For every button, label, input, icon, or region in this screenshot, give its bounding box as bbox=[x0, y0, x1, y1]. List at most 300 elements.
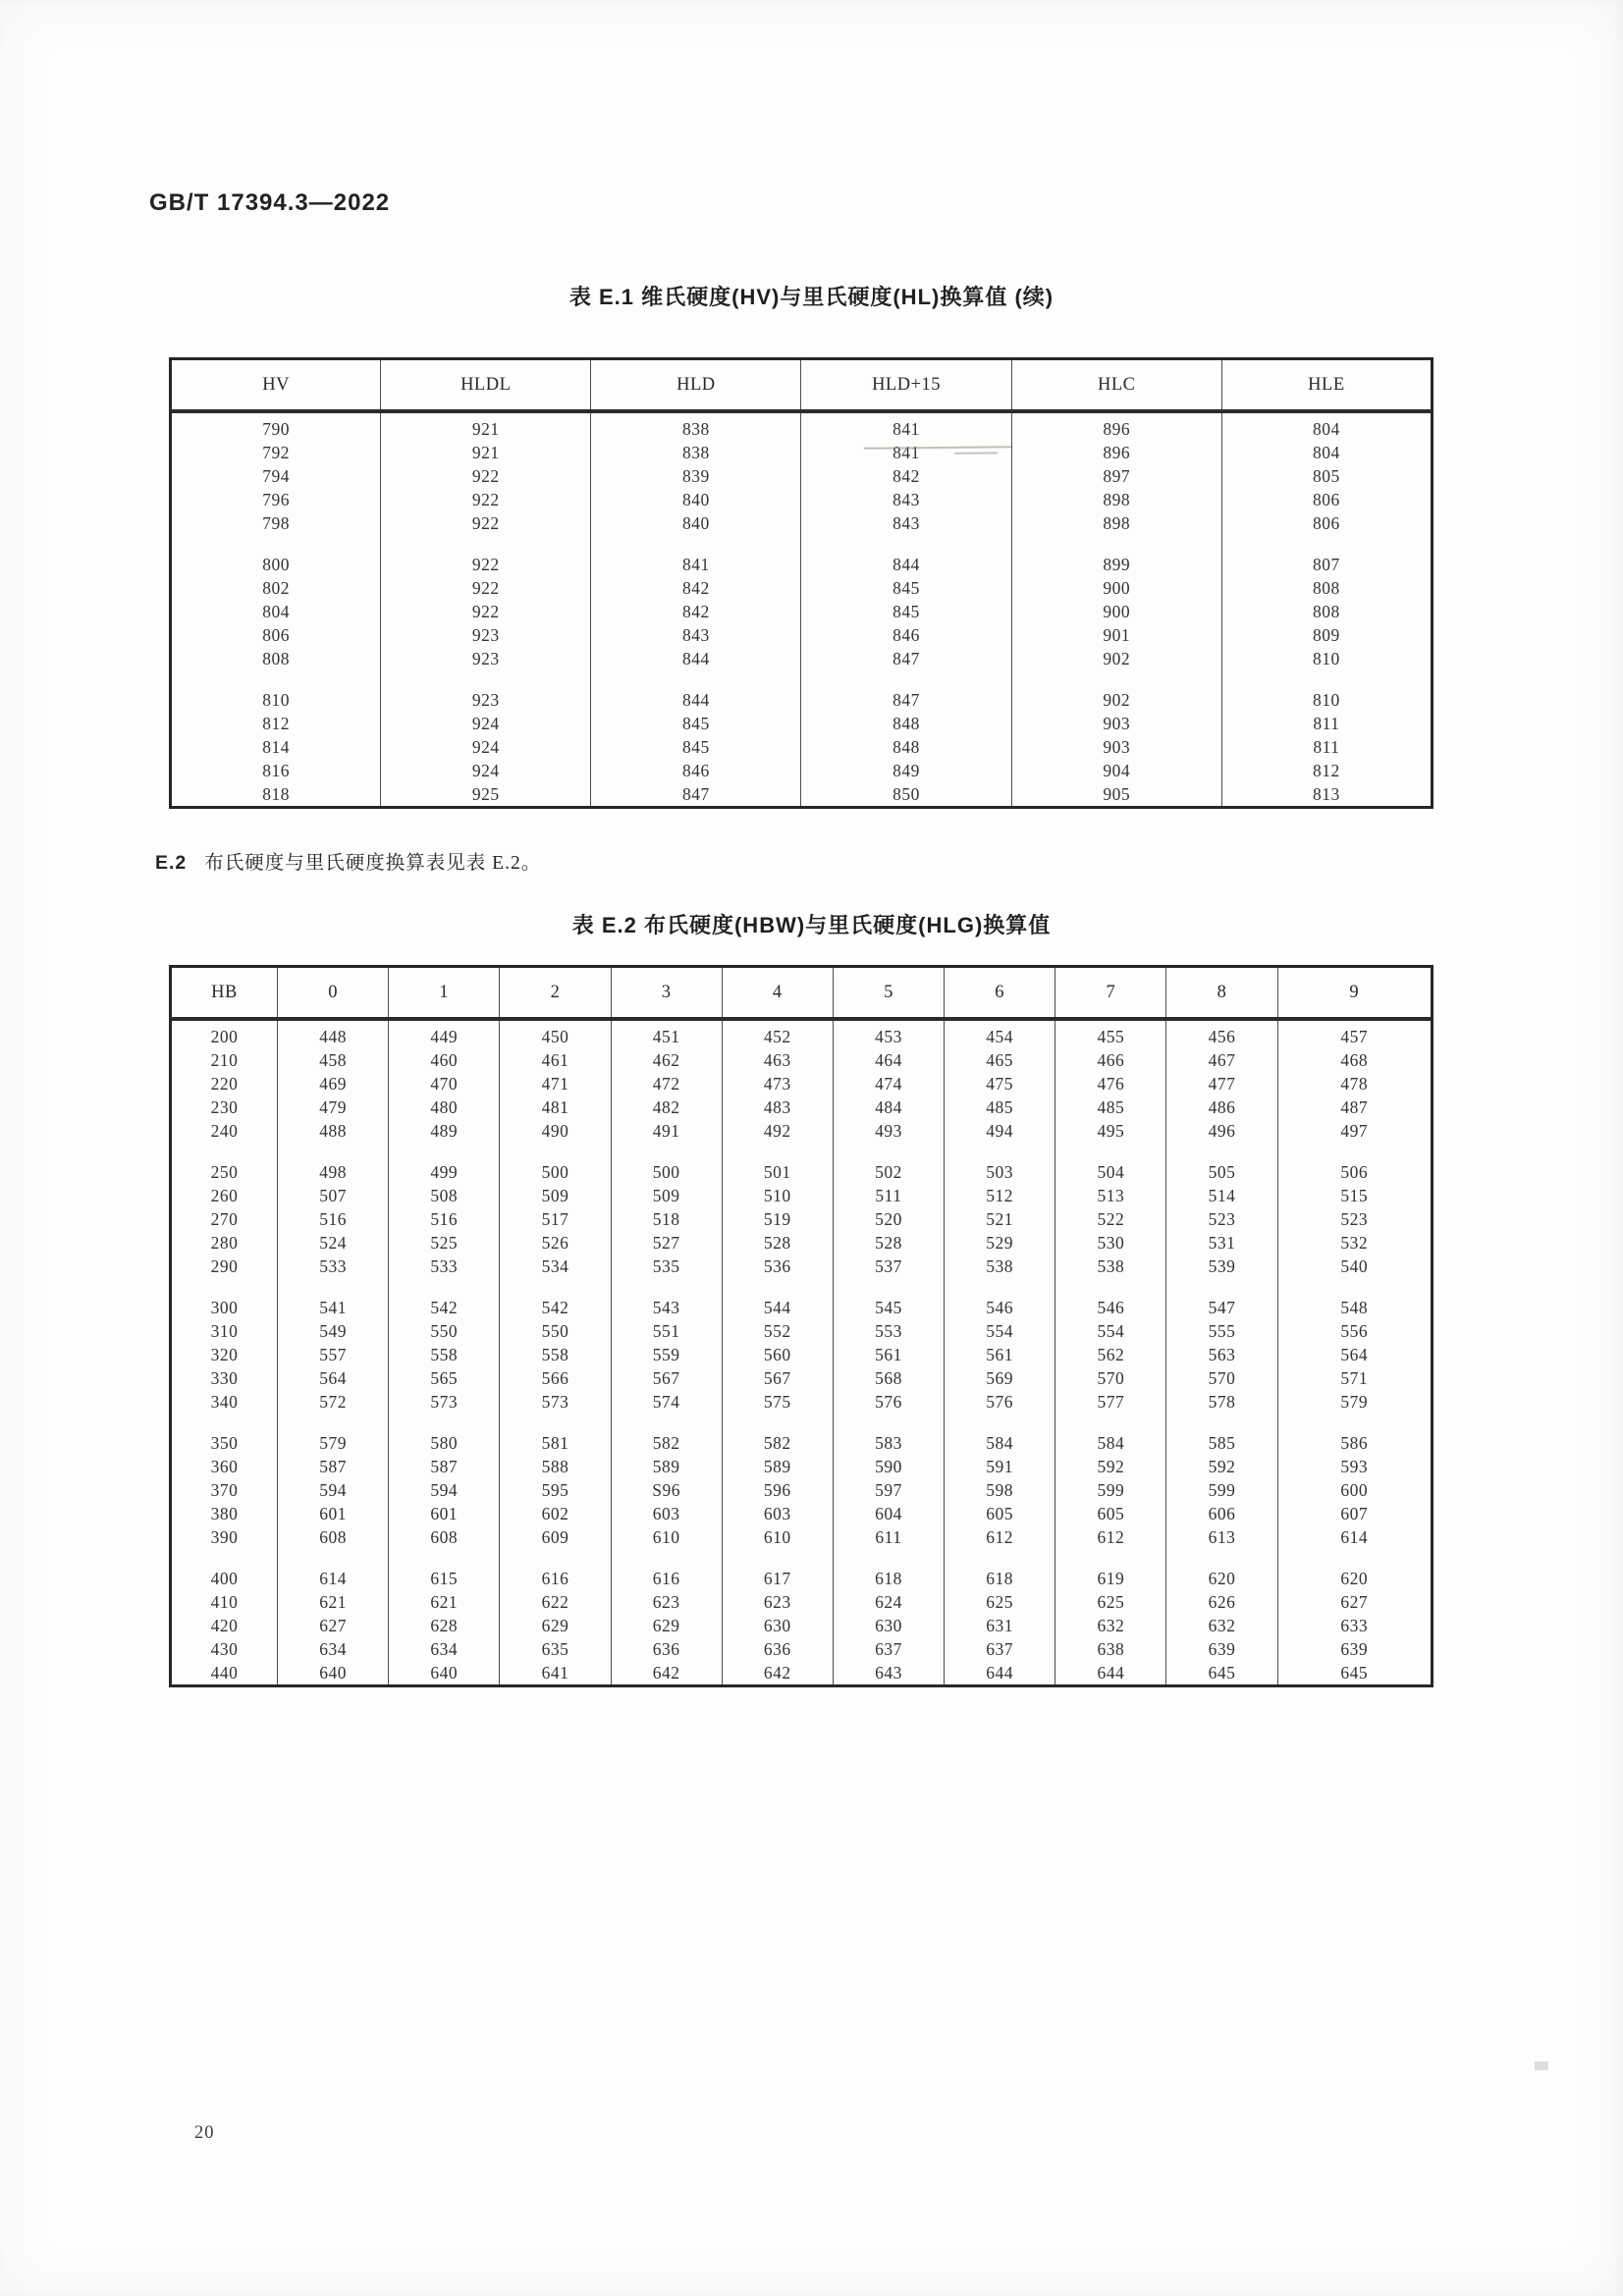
table-cell: 464 bbox=[833, 1048, 944, 1072]
table-cell: 508 bbox=[389, 1184, 500, 1207]
table-cell: 802 bbox=[171, 576, 381, 600]
table-cell: 808 bbox=[1221, 576, 1432, 600]
table-cell: 558 bbox=[389, 1343, 500, 1366]
table-cell: 503 bbox=[945, 1160, 1055, 1184]
table-cell: 625 bbox=[1055, 1590, 1166, 1614]
table-cell: 620 bbox=[1277, 1567, 1432, 1590]
spacer-cell bbox=[611, 1143, 722, 1160]
spacer-cell bbox=[1277, 1414, 1432, 1431]
table-cell: 589 bbox=[722, 1455, 833, 1478]
table-row bbox=[171, 1661, 1433, 1686]
column-header: HLE bbox=[1221, 359, 1432, 412]
table-row bbox=[171, 1019, 1433, 1048]
table-cell: 561 bbox=[833, 1343, 944, 1366]
table-cell: 923 bbox=[381, 647, 591, 670]
table-cell: 804 bbox=[1221, 441, 1432, 464]
table-cell: 570 bbox=[1166, 1366, 1277, 1390]
table-cell: 818 bbox=[171, 782, 381, 808]
table-cell: 848 bbox=[801, 712, 1011, 735]
table-row bbox=[171, 1567, 1433, 1590]
table-cell: 896 bbox=[1011, 441, 1221, 464]
spacer-cell bbox=[381, 535, 591, 553]
table-cell: 310 bbox=[171, 1319, 278, 1343]
table-cell: 922 bbox=[381, 488, 591, 511]
table-cell: 632 bbox=[1166, 1614, 1277, 1637]
table-cell: 807 bbox=[1221, 553, 1432, 576]
table-e2 bbox=[169, 965, 1434, 1687]
spacer-cell bbox=[1166, 1278, 1277, 1296]
table-cell: 560 bbox=[722, 1343, 833, 1366]
table-row bbox=[171, 1431, 1433, 1455]
table-cell: 598 bbox=[945, 1478, 1055, 1502]
table-cell: 604 bbox=[833, 1502, 944, 1525]
table-cell: 844 bbox=[801, 553, 1011, 576]
table-cell: 798 bbox=[171, 511, 381, 535]
spacer-cell bbox=[1055, 1278, 1166, 1296]
table-cell: 533 bbox=[389, 1255, 500, 1278]
table-cell: 450 bbox=[500, 1019, 611, 1048]
table-cell: 635 bbox=[500, 1637, 611, 1661]
table-cell: 481 bbox=[500, 1095, 611, 1119]
table-cell: 526 bbox=[500, 1231, 611, 1255]
table-cell: 457 bbox=[1277, 1019, 1432, 1048]
table-cell: 608 bbox=[278, 1525, 389, 1549]
table-cell: 554 bbox=[945, 1319, 1055, 1343]
table-cell: 461 bbox=[500, 1048, 611, 1072]
table-cell: 629 bbox=[611, 1614, 722, 1637]
table-cell: 614 bbox=[1277, 1525, 1432, 1549]
table-row bbox=[171, 576, 1433, 600]
table-cell: 485 bbox=[1055, 1095, 1166, 1119]
table-cell: 440 bbox=[171, 1661, 278, 1686]
table-cell: 483 bbox=[722, 1095, 833, 1119]
spacer-cell bbox=[1166, 1549, 1277, 1567]
spacer-cell bbox=[722, 1414, 833, 1431]
table-cell: 843 bbox=[801, 488, 1011, 511]
table-cell: 513 bbox=[1055, 1184, 1166, 1207]
table-cell: 554 bbox=[1055, 1319, 1166, 1343]
table-cell: 903 bbox=[1011, 735, 1221, 759]
spacer-cell bbox=[389, 1143, 500, 1160]
table-cell: 552 bbox=[722, 1319, 833, 1343]
table-cell: 400 bbox=[171, 1567, 278, 1590]
table-cell: 535 bbox=[611, 1255, 722, 1278]
table-cell: 644 bbox=[945, 1661, 1055, 1686]
table-cell: 637 bbox=[945, 1637, 1055, 1661]
table-cell: 538 bbox=[945, 1255, 1055, 1278]
table-row bbox=[171, 411, 1433, 441]
table-cell: 462 bbox=[611, 1048, 722, 1072]
table-cell: 571 bbox=[1277, 1366, 1432, 1390]
table-cell: 597 bbox=[833, 1478, 944, 1502]
table-cell: 629 bbox=[500, 1614, 611, 1637]
table-cell: 506 bbox=[1277, 1160, 1432, 1184]
table-row bbox=[171, 1614, 1433, 1637]
spacer-cell bbox=[833, 1549, 944, 1567]
column-header: 9 bbox=[1277, 967, 1432, 1020]
table-cell: 923 bbox=[381, 688, 591, 712]
table-cell: 390 bbox=[171, 1525, 278, 1549]
section-e2-label: E.2 bbox=[155, 851, 188, 874]
table-row bbox=[171, 1502, 1433, 1525]
table-cell: 538 bbox=[1055, 1255, 1166, 1278]
table-cell: 451 bbox=[611, 1019, 722, 1048]
table-row bbox=[171, 1048, 1433, 1072]
table-cell: 622 bbox=[500, 1590, 611, 1614]
table-row bbox=[171, 688, 1433, 712]
table-cell: 899 bbox=[1011, 553, 1221, 576]
table-cell: 924 bbox=[381, 712, 591, 735]
table-cell: 452 bbox=[722, 1019, 833, 1048]
table-cell: 633 bbox=[1277, 1614, 1432, 1637]
spacer-cell bbox=[1277, 1549, 1432, 1567]
table-cell: 482 bbox=[611, 1095, 722, 1119]
group-spacer-row bbox=[171, 1414, 1433, 1431]
table-cell: 522 bbox=[1055, 1207, 1166, 1231]
table-e2-title: 表 E.2 布氏硬度(HBW)与里氏硬度(HLG)换算值 bbox=[571, 913, 1052, 937]
table-cell: 533 bbox=[278, 1255, 389, 1278]
table-row bbox=[171, 553, 1433, 576]
table-cell: 621 bbox=[389, 1590, 500, 1614]
table-cell: 612 bbox=[945, 1525, 1055, 1549]
table-cell: 250 bbox=[171, 1160, 278, 1184]
table-cell: 845 bbox=[591, 735, 801, 759]
table-cell: 300 bbox=[171, 1296, 278, 1319]
spacer-cell bbox=[833, 1278, 944, 1296]
table-cell: 455 bbox=[1055, 1019, 1166, 1048]
table-cell: 810 bbox=[1221, 688, 1432, 712]
table-cell: 523 bbox=[1166, 1207, 1277, 1231]
table-cell: 589 bbox=[611, 1455, 722, 1478]
table-cell: 518 bbox=[611, 1207, 722, 1231]
table-cell: 528 bbox=[833, 1231, 944, 1255]
table-row bbox=[171, 488, 1433, 511]
spacer-cell bbox=[1011, 670, 1221, 688]
table-cell: 536 bbox=[722, 1255, 833, 1278]
table-cell: 600 bbox=[1277, 1478, 1432, 1502]
table-row bbox=[171, 1478, 1433, 1502]
table-cell: 627 bbox=[278, 1614, 389, 1637]
table-cell: 489 bbox=[389, 1119, 500, 1143]
table-cell: 477 bbox=[1166, 1072, 1277, 1095]
table-cell: 640 bbox=[278, 1661, 389, 1686]
table-cell: 449 bbox=[389, 1019, 500, 1048]
spacer-cell bbox=[1221, 535, 1432, 553]
table-cell: 509 bbox=[611, 1184, 722, 1207]
table-cell: 839 bbox=[591, 464, 801, 488]
table-cell: 900 bbox=[1011, 576, 1221, 600]
table-cell: 616 bbox=[500, 1567, 611, 1590]
table-cell: 897 bbox=[1011, 464, 1221, 488]
table-cell: 626 bbox=[1166, 1590, 1277, 1614]
spacer-cell bbox=[171, 1549, 278, 1567]
table-cell: 610 bbox=[611, 1525, 722, 1549]
table-cell: 539 bbox=[1166, 1255, 1277, 1278]
table-row bbox=[171, 647, 1433, 670]
table-cell: 587 bbox=[389, 1455, 500, 1478]
table-cell: 492 bbox=[722, 1119, 833, 1143]
table-cell: 900 bbox=[1011, 600, 1221, 623]
table-cell: 898 bbox=[1011, 511, 1221, 535]
group-spacer-row bbox=[171, 1278, 1433, 1296]
spacer-cell bbox=[278, 1414, 389, 1431]
header-row bbox=[171, 967, 1433, 1020]
table-row bbox=[171, 511, 1433, 535]
table-cell: 270 bbox=[171, 1207, 278, 1231]
table-cell: 528 bbox=[722, 1231, 833, 1255]
table-cell: 574 bbox=[611, 1390, 722, 1414]
table-cell: 808 bbox=[171, 647, 381, 670]
table-cell: 584 bbox=[945, 1431, 1055, 1455]
table-row bbox=[171, 1160, 1433, 1184]
table-cell: 498 bbox=[278, 1160, 389, 1184]
table-cell: 540 bbox=[1277, 1255, 1432, 1278]
spacer-cell bbox=[722, 1549, 833, 1567]
table-cell: 542 bbox=[500, 1296, 611, 1319]
table-cell: 469 bbox=[278, 1072, 389, 1095]
column-header: 1 bbox=[389, 967, 500, 1020]
table-cell: 524 bbox=[278, 1231, 389, 1255]
table-cell: 924 bbox=[381, 735, 591, 759]
document-code: GB/T 17394.3—2022 bbox=[149, 189, 391, 216]
spacer-cell bbox=[171, 670, 381, 688]
group-spacer-row bbox=[171, 535, 1433, 553]
table-cell: 500 bbox=[611, 1160, 722, 1184]
table-cell: 605 bbox=[945, 1502, 1055, 1525]
table-cell: 902 bbox=[1011, 647, 1221, 670]
table-cell: 792 bbox=[171, 441, 381, 464]
table-cell: 550 bbox=[500, 1319, 611, 1343]
table-cell: 579 bbox=[278, 1431, 389, 1455]
table-cell: 603 bbox=[722, 1502, 833, 1525]
table-cell: 843 bbox=[591, 623, 801, 647]
table-cell: 519 bbox=[722, 1207, 833, 1231]
table-cell: 641 bbox=[500, 1661, 611, 1686]
table-cell: 584 bbox=[1055, 1431, 1166, 1455]
table-cell: 639 bbox=[1166, 1637, 1277, 1661]
table-cell: 840 bbox=[591, 488, 801, 511]
table-row bbox=[171, 1095, 1433, 1119]
table-cell: 561 bbox=[945, 1343, 1055, 1366]
column-header: HB bbox=[171, 967, 278, 1020]
page-number: 20 bbox=[194, 2123, 215, 2143]
table-cell: 454 bbox=[945, 1019, 1055, 1048]
table-cell: 601 bbox=[278, 1502, 389, 1525]
table-cell: 497 bbox=[1277, 1119, 1432, 1143]
section-e2-paragraph bbox=[155, 847, 541, 875]
column-header: 7 bbox=[1055, 967, 1166, 1020]
table-cell: 558 bbox=[500, 1343, 611, 1366]
table-cell: 490 bbox=[500, 1119, 611, 1143]
table-cell: 594 bbox=[278, 1478, 389, 1502]
table-cell: 922 bbox=[381, 576, 591, 600]
table-cell: 810 bbox=[1221, 647, 1432, 670]
table-cell: 639 bbox=[1277, 1637, 1432, 1661]
table-cell: 504 bbox=[1055, 1160, 1166, 1184]
table-cell: 609 bbox=[500, 1525, 611, 1549]
table-cell: 509 bbox=[500, 1184, 611, 1207]
table-cell: 844 bbox=[591, 647, 801, 670]
table-cell: 619 bbox=[1055, 1567, 1166, 1590]
table-cell: 456 bbox=[1166, 1019, 1277, 1048]
table-cell: 638 bbox=[1055, 1637, 1166, 1661]
table-cell: 594 bbox=[389, 1478, 500, 1502]
table-cell: 645 bbox=[1166, 1661, 1277, 1686]
table-cell: 592 bbox=[1166, 1455, 1277, 1478]
table-row bbox=[171, 1366, 1433, 1390]
table-cell: 902 bbox=[1011, 688, 1221, 712]
table-cell: 530 bbox=[1055, 1231, 1166, 1255]
table-cell: 472 bbox=[611, 1072, 722, 1095]
table-cell: 479 bbox=[278, 1095, 389, 1119]
table-row bbox=[171, 1343, 1433, 1366]
table-cell: 599 bbox=[1055, 1478, 1166, 1502]
spacer-cell bbox=[389, 1549, 500, 1567]
table-cell: 544 bbox=[722, 1296, 833, 1319]
table-cell: 587 bbox=[278, 1455, 389, 1478]
table-cell: 521 bbox=[945, 1207, 1055, 1231]
table-cell: 582 bbox=[611, 1431, 722, 1455]
table-cell: 556 bbox=[1277, 1319, 1432, 1343]
table-cell: 564 bbox=[1277, 1343, 1432, 1366]
table-cell: 200 bbox=[171, 1019, 278, 1048]
table-cell: 588 bbox=[500, 1455, 611, 1478]
table-cell: 846 bbox=[801, 623, 1011, 647]
table-cell: 845 bbox=[801, 576, 1011, 600]
table-row bbox=[171, 464, 1433, 488]
table-cell: 847 bbox=[801, 647, 1011, 670]
table-cell: 921 bbox=[381, 441, 591, 464]
table-cell: 320 bbox=[171, 1343, 278, 1366]
table-cell: 625 bbox=[945, 1590, 1055, 1614]
spacer-cell bbox=[611, 1414, 722, 1431]
table-cell: 925 bbox=[381, 782, 591, 808]
table-cell: 531 bbox=[1166, 1231, 1277, 1255]
spacer-cell bbox=[381, 670, 591, 688]
table-cell: 549 bbox=[278, 1319, 389, 1343]
spacer-cell bbox=[611, 1278, 722, 1296]
table-cell: 586 bbox=[1277, 1431, 1432, 1455]
table-cell: 476 bbox=[1055, 1072, 1166, 1095]
table-cell: 612 bbox=[1055, 1525, 1166, 1549]
table-cell: 573 bbox=[389, 1390, 500, 1414]
table-cell: 453 bbox=[833, 1019, 944, 1048]
table-cell: 806 bbox=[1221, 488, 1432, 511]
spacer-cell bbox=[1277, 1143, 1432, 1160]
column-header: HLD bbox=[591, 359, 801, 412]
table-cell: 599 bbox=[1166, 1478, 1277, 1502]
spacer-cell bbox=[171, 1143, 278, 1160]
table-cell: 516 bbox=[278, 1207, 389, 1231]
table-cell: 543 bbox=[611, 1296, 722, 1319]
column-header: HLD+15 bbox=[801, 359, 1011, 412]
table-cell: 525 bbox=[389, 1231, 500, 1255]
table-cell: 340 bbox=[171, 1390, 278, 1414]
table-cell: 473 bbox=[722, 1072, 833, 1095]
table-cell: 541 bbox=[278, 1296, 389, 1319]
table-cell: 527 bbox=[611, 1231, 722, 1255]
table-cell: 904 bbox=[1011, 759, 1221, 782]
table-cell: 623 bbox=[722, 1590, 833, 1614]
table-cell: 551 bbox=[611, 1319, 722, 1343]
table-cell: 565 bbox=[389, 1366, 500, 1390]
column-header: HLC bbox=[1011, 359, 1221, 412]
table-cell: 474 bbox=[833, 1072, 944, 1095]
table-cell: 809 bbox=[1221, 623, 1432, 647]
table-cell: 613 bbox=[1166, 1525, 1277, 1549]
table-cell: 537 bbox=[833, 1255, 944, 1278]
spacer-cell bbox=[1221, 670, 1432, 688]
table-cell: 645 bbox=[1277, 1661, 1432, 1686]
column-header: 2 bbox=[500, 967, 611, 1020]
table-cell: 838 bbox=[591, 441, 801, 464]
table-cell: 608 bbox=[389, 1525, 500, 1549]
table-cell: 794 bbox=[171, 464, 381, 488]
column-header: HV bbox=[171, 359, 381, 412]
column-header: 0 bbox=[278, 967, 389, 1020]
table-cell: 642 bbox=[722, 1661, 833, 1686]
spacer-cell bbox=[171, 1414, 278, 1431]
table-cell: 514 bbox=[1166, 1184, 1277, 1207]
table-cell: 240 bbox=[171, 1119, 278, 1143]
table-cell: 848 bbox=[801, 735, 1011, 759]
table-cell: 841 bbox=[801, 441, 1011, 464]
spacer-cell bbox=[1055, 1549, 1166, 1567]
table-cell: 547 bbox=[1166, 1296, 1277, 1319]
table-cell: 576 bbox=[945, 1390, 1055, 1414]
table-row bbox=[171, 1590, 1433, 1614]
table-cell: 922 bbox=[381, 511, 591, 535]
table-cell: 838 bbox=[591, 411, 801, 441]
spacer-cell bbox=[1055, 1414, 1166, 1431]
table-cell: 800 bbox=[171, 553, 381, 576]
spacer-cell bbox=[278, 1143, 389, 1160]
table-cell: 644 bbox=[1055, 1661, 1166, 1686]
table-cell: 485 bbox=[945, 1095, 1055, 1119]
table-cell: 572 bbox=[278, 1390, 389, 1414]
table-cell: 844 bbox=[591, 688, 801, 712]
table-row bbox=[171, 1296, 1433, 1319]
table-cell: 905 bbox=[1011, 782, 1221, 808]
table-cell: 582 bbox=[722, 1431, 833, 1455]
table-cell: 507 bbox=[278, 1184, 389, 1207]
table-cell: 808 bbox=[1221, 600, 1432, 623]
table-cell: 505 bbox=[1166, 1160, 1277, 1184]
table-cell: 496 bbox=[1166, 1119, 1277, 1143]
table-cell: 640 bbox=[389, 1661, 500, 1686]
table-cell: 523 bbox=[1277, 1207, 1432, 1231]
table-cell: 501 bbox=[722, 1160, 833, 1184]
table-cell: 924 bbox=[381, 759, 591, 782]
spacer-cell bbox=[500, 1414, 611, 1431]
table-cell: 470 bbox=[389, 1072, 500, 1095]
spacer-cell bbox=[278, 1278, 389, 1296]
table-cell: 460 bbox=[389, 1048, 500, 1072]
table-cell: 922 bbox=[381, 600, 591, 623]
column-header: 8 bbox=[1166, 967, 1277, 1020]
table-cell: 623 bbox=[611, 1590, 722, 1614]
table-cell: 578 bbox=[1166, 1390, 1277, 1414]
table-cell: 816 bbox=[171, 759, 381, 782]
table-cell: 512 bbox=[945, 1184, 1055, 1207]
table-row bbox=[171, 1455, 1433, 1478]
table-cell: 488 bbox=[278, 1119, 389, 1143]
table-cell: 577 bbox=[1055, 1390, 1166, 1414]
table-cell: 487 bbox=[1277, 1095, 1432, 1119]
table-cell: 230 bbox=[171, 1095, 278, 1119]
column-header: HLDL bbox=[381, 359, 591, 412]
table-cell: 590 bbox=[833, 1455, 944, 1478]
